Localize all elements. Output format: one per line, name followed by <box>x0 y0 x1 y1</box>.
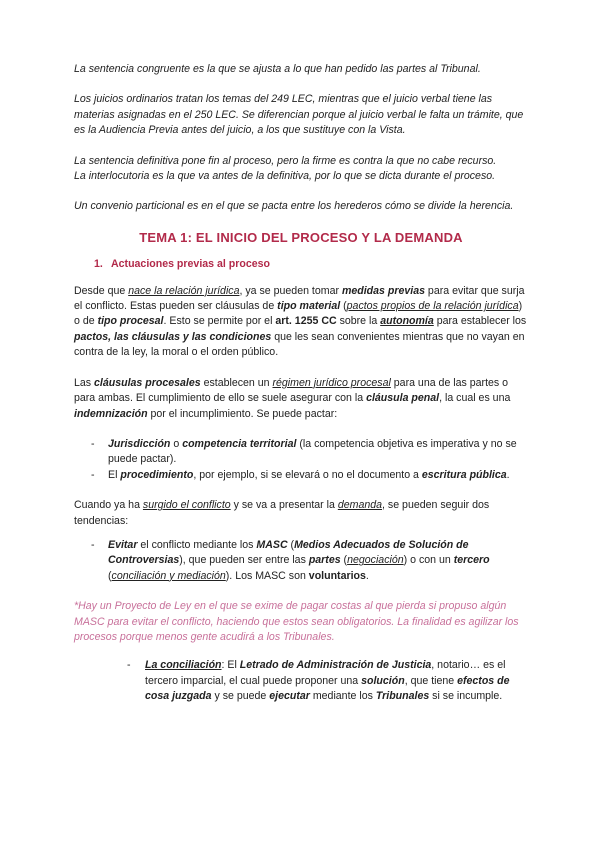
paragraph-clausulas-procesales <box>74 376 528 422</box>
text-run: Tribunales <box>375 690 430 703</box>
text-run: establecen un <box>200 376 273 389</box>
text-run: escritura pública <box>421 468 507 481</box>
text-run: ( <box>287 538 295 551</box>
text-run: ( <box>340 300 347 313</box>
text-run: pactos propios de la relación jurídica <box>346 300 519 313</box>
text-run: el conflicto mediante los <box>137 538 257 551</box>
text-run: ), que pueden ser entre las <box>179 554 309 567</box>
text-run: ). Los MASC son <box>225 569 309 582</box>
list-conciliacion <box>74 658 528 704</box>
text-run: y se puede <box>211 690 270 703</box>
text-run: ) o de <box>74 300 523 328</box>
text-run: Cuando ya ha <box>74 499 143 512</box>
text-run: medidas previas <box>341 284 425 297</box>
tema-title: TEMA 1: EL INICIO DEL PROCESO Y LA DEMANDA <box>139 229 463 245</box>
text-run: mediante los <box>309 690 376 703</box>
text-run: negociación <box>347 554 404 567</box>
text-run: demanda <box>337 499 383 512</box>
text-run: procedimiento <box>120 468 194 481</box>
text-run: tercero <box>453 554 490 567</box>
text-run: competencia territorial <box>182 437 297 450</box>
text-run: . <box>506 468 510 481</box>
text-run: MASC <box>256 538 288 551</box>
text-run: Medios Adecuados de Solución de Controversias <box>108 538 469 567</box>
text-run: ( <box>340 554 348 567</box>
list-item <box>74 437 528 468</box>
text-run: , por ejemplo, si se elevará o no el documento a <box>193 468 422 481</box>
text-run: que les sean convenientes mientras que no vayan en contra de la ley, la moral o el orden público. <box>74 330 525 359</box>
section-heading <box>94 257 528 272</box>
section-number: 1. <box>94 258 103 271</box>
text-run: para establecer los <box>433 315 527 328</box>
list-pactos <box>74 437 528 483</box>
text-run: , la cual es una <box>439 392 511 405</box>
text-run: ejecutar <box>269 690 310 703</box>
paragraph-conflicto <box>74 498 528 529</box>
text-run: , ya se pueden tomar <box>239 284 342 297</box>
text-run: surgido el conflicto <box>142 499 231 512</box>
text-run: pactos, las cláusulas y las condiciones <box>74 330 272 343</box>
text-run: Letrado de Administración de Justicia <box>239 659 432 672</box>
text-run: La conciliación <box>145 659 222 672</box>
list-item <box>74 658 528 704</box>
text-run: conciliación y mediación <box>111 569 226 582</box>
text-run: nace la relación jurídica <box>128 284 240 297</box>
text-run: Desde que <box>74 284 129 297</box>
text-run: sobre la <box>336 315 381 328</box>
text-run: ( <box>108 569 112 582</box>
text-run: indemnización <box>74 407 148 420</box>
document-page <box>74 62 528 705</box>
list-tendencias <box>74 538 528 584</box>
text-run: cláusula penal <box>366 392 440 405</box>
text-run: . Esto se permite por el <box>163 315 276 328</box>
text-run: . <box>365 569 369 582</box>
text-run: voluntarios <box>308 569 366 582</box>
paragraph-juicios-ordinarios: Los juicios ordinarios tratan los temas del 249 LEC, mientras que el juicio verbal tiene las materias asignadas en el 250 LEC. Se diferencian porque al juicio verbal le falta un trámite, que es la Audiencia Previa antes del juicio, a los que sustituye con la Vista. <box>74 93 524 137</box>
text-run: efectos de cosa juzgada <box>145 674 510 703</box>
text-run: art. 1255 CC <box>275 315 337 328</box>
text-run: ) o con un <box>403 554 454 567</box>
text-run: partes <box>308 554 341 567</box>
text-run: si se incumple. <box>429 690 503 703</box>
text-run: para evitar que surja el conflicto. Estas pueden ser cláusulas de <box>74 284 525 313</box>
text-run: régimen jurídico procesal <box>272 376 391 389</box>
text-run: , notario… es el tercero imparcial, el cual puede proponer una <box>145 659 506 687</box>
text-run: El <box>108 468 121 481</box>
text-run: (la competencia objetiva es imperativa y no se puede pactar). <box>108 437 517 466</box>
text-run: y se va a presentar la <box>230 499 338 512</box>
paragraph-relacion-juridica <box>74 284 528 361</box>
paragraph-sentencia-definitiva: La sentencia definitiva pone fin al proceso, pero la firme es contra la que no cabe recurso. <box>74 154 497 167</box>
text-run: para una de las partes o para ambas. El cumplimiento de ello se suele asegurar con la <box>74 376 509 405</box>
text-run: , que tiene <box>404 674 458 687</box>
text-run: cláusulas procesales <box>94 376 201 389</box>
text-run: solución <box>361 674 405 687</box>
list-item <box>74 468 528 483</box>
paragraph-sentencia-congruente: La sentencia congruente es la que se ajusta a lo que han pedido las partes al Tribunal. <box>74 63 481 75</box>
list-item <box>74 538 528 584</box>
text-run: por el incumplimiento. Se puede pactar: <box>147 407 338 420</box>
text-run: Las <box>74 376 95 389</box>
text-run: o <box>170 437 183 450</box>
text-run: tipo procesal <box>97 315 164 328</box>
text-run: : El <box>221 659 240 672</box>
text-run: Jurisdicción <box>108 437 171 450</box>
note-proyecto-ley: *Hay un Proyecto de Ley en el que se exime de pagar costas al que pierda si propuso algún MASC para evitar el conflicto, haciendo que estos sean obligatorios. La finalidad es agilizar los procesos porque menos gente acudirá a los Tribunales. <box>74 600 519 643</box>
text-run: Evitar <box>108 538 138 551</box>
paragraph-interlocutoria: La interlocutoria es la que va antes de la definitiva, por lo que se dicta durante el proceso. <box>74 170 496 183</box>
text-run: autonomía <box>380 315 434 328</box>
section-heading-text: Actuaciones previas al proceso <box>111 258 270 271</box>
paragraph-sentencias <box>74 154 528 185</box>
text-run: tipo material <box>277 300 341 313</box>
text-run: , se pueden seguir dos tendencias: <box>74 499 490 527</box>
paragraph-convenio-particional: Un convenio particional es en el que se pacta entre los herederos cómo se divide la herencia. <box>74 200 514 213</box>
